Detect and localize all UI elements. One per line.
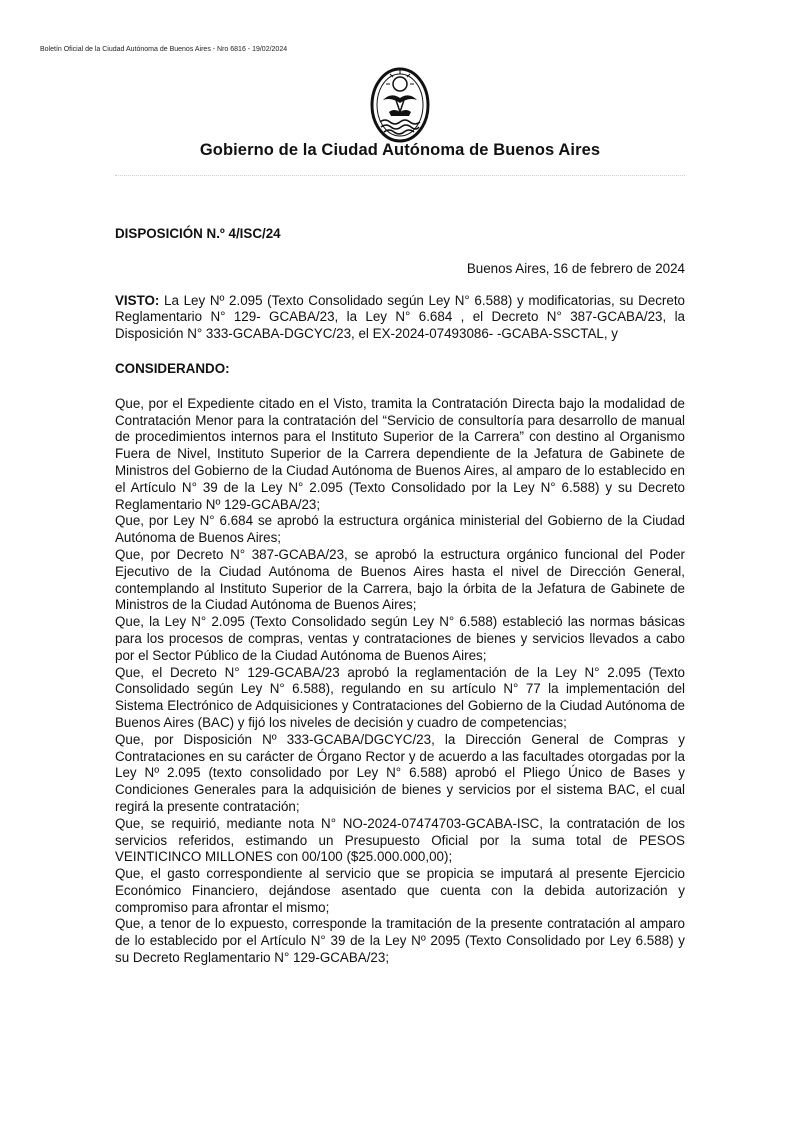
visto-paragraph [115, 293, 685, 343]
considerando-paragraph: Que, la Ley N° 2.095 (Texto Consolidado según Ley N° 6.588) estableció las normas básicas para los procesos de compras, ventas y contrataciones de bienes y servicios llevados a cabo por el Sector Público de la Ciudad Autónoma de Buenos Aires; [115, 614, 685, 663]
considerando-paragraph: Que, a tenor de lo expuesto, corresponde la tramitación de la presente contratación al amparo de lo establecido por el Artículo N° 39 de la Ley Nº 2095 (Texto Consolidado por Ley 6.588) y su Decreto Reglamentario N° 129-GCABA/23; [115, 916, 685, 966]
bulletin-header-note: Boletín Oficial de la Ciudad Autónoma de Buenos Aires - Nro 6816 - 19/02/2024 [40, 46, 288, 53]
considerando-paragraph: Que, por Decreto N° 387-GCABA/23, se aprobó la estructura orgánico funcional del Poder Ejecutivo de la Ciudad Autónoma de Buenos Aires hasta el nivel de Dirección General, contemplando al Instituto Superior de la Carrera, bajo la órbita de la Jefatura de Gabinete de Ministros de la Ciudad Autónoma de Buenos Aires; [115, 546, 685, 613]
document-body [115, 226, 685, 967]
visto-text: La Ley Nº 2.095 (Texto Consolidado según Ley N° 6.588) y modificatorias, su Decreto Reglamentario N° 129- GCABA/23, la Ley N° 6.684 , el Decreto N° 387-GCABA/23, la Disposición N° 333-GCABA-DGCYC/23, el EX-2024-07493086- -GCABA-SSCTAL, y [115, 292, 685, 342]
considerando-paragraph: Que, por Disposición Nº 333-GCABA/DGCYC/23, la Dirección General de Compras y Contrataciones en su carácter de Órgano Rector y de acuerdo a las facultades otorgadas por la Ley Nº 2.095 (texto consolidado por Ley N° 6.588) aprobó el Pliego Único de Bases y Condiciones Generales para la adquisición de bienes y servicios por el sistema BAC, el cual regirá la presente contratación; [115, 731, 685, 814]
government-title: Gobierno de la Ciudad Autónoma de Buenos Aires [199, 141, 601, 159]
date-line: Buenos Aires, 16 de febrero de 2024 [466, 260, 685, 276]
considerando-heading: CONSIDERANDO: [115, 360, 230, 376]
disposition-title: DISPOSICIÓN N.º 4/ISC/24 [115, 226, 281, 241]
city-coat-of-arms-icon [369, 66, 431, 144]
header-divider [115, 175, 685, 176]
considerando-paragraph: Que, por Ley N° 6.684 se aprobó la estructura orgánica ministerial del Gobierno de la Ciudad Autónoma de Buenos Aires; [115, 513, 685, 546]
considerando-paragraph: Que, el gasto correspondiente al servicio que se propicia se imputará al presente Ejercicio Económico Financiero, dejándose asentado que cuenta con la debida autorización y compromiso para afrontar el mismo; [115, 866, 685, 915]
considerando-paragraph: Que, el Decreto N° 129-GCABA/23 aprobó la reglamentación de la Ley N° 2.095 (Texto Consolidado según Ley N° 6.588), regulando en su artículo N° 77 la implementación del Sistema Electrónico de Adquisiciones y Contrataciones del Gobierno de la Ciudad Autónoma de Buenos Aires (BAC) y fijó los niveles de decisión y cuadro de competencias; [115, 664, 685, 730]
considerando-paragraph: Que, se requirió, mediante nota N° NO-2024-07474703-GCABA-ISC, la contratación de los servicios referidos, estimando un Presupuesto Oficial por la suma total de PESOS VEINTICINCO MILLONES con 00/100 ($25.000.000,00); [115, 815, 685, 865]
considerando-paragraphs [115, 396, 685, 967]
visto-label: VISTO: [115, 292, 160, 308]
considerando-paragraph: Que, por el Expediente citado en el Visto, tramita la Contratación Directa bajo la modalidad de Contratación Menor para la contratación del “Servicio de consultoría para desarrollo de manual de procedimientos internos para el Instituto Superior de la Carrera” con destino al Organismo Fuera de Nivel, Instituto Superior de la Carrera dependiente de la Jefatura de Gabinete de Ministros del Gobierno de la Ciudad Autónoma de Buenos Aires, al amparo de lo establecido en el Artículo N° 39 de la Ley N° 2.095 (Texto Consolidado por la Ley N° 6.588) y su Decreto Reglamentario Nº 129-GCABA/23; [115, 395, 685, 512]
